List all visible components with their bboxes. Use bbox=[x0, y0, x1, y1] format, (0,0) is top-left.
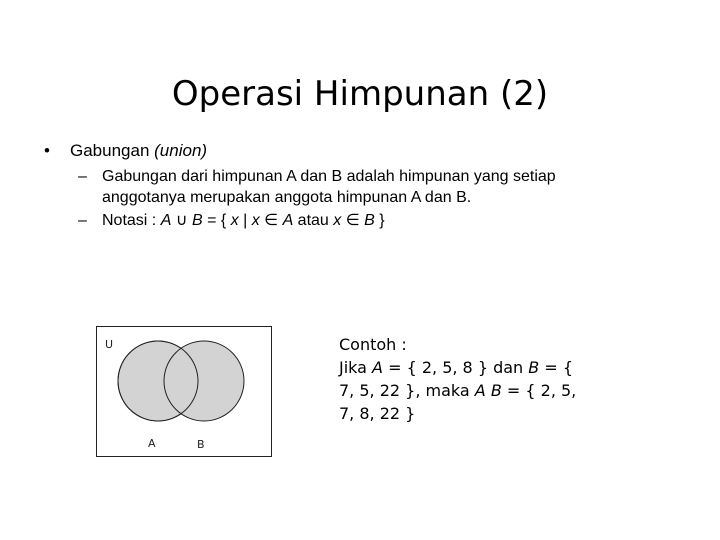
example-set-a-members: = { 2, 5, 8 } dan bbox=[383, 358, 529, 377]
definition-text bbox=[102, 166, 638, 208]
example-line-2 bbox=[339, 356, 639, 379]
definition-line-1: Gabungan dari himpunan A dan B adalah himpunan yang setiap bbox=[102, 168, 556, 185]
notation-dash: – bbox=[78, 212, 87, 229]
example-line-3-head: 7, 5, 22 }, maka bbox=[339, 381, 475, 400]
notation-var-x2: x bbox=[251, 212, 260, 229]
slide-title: Operasi Himpunan (2) bbox=[171, 74, 549, 114]
notation-text bbox=[102, 210, 638, 231]
example-block bbox=[339, 333, 639, 425]
notation-item bbox=[78, 210, 638, 231]
notation-close: } bbox=[374, 212, 385, 229]
example-line-4: 7, 8, 22 } bbox=[339, 404, 416, 423]
notation-bar: | bbox=[238, 212, 252, 229]
venn-label-b: B bbox=[197, 438, 205, 451]
notation-atau: atau bbox=[293, 212, 334, 229]
notation-prefix: Notasi : bbox=[102, 212, 161, 229]
union-sub-list bbox=[78, 166, 638, 233]
example-set-b: B bbox=[528, 358, 540, 377]
notation-element-of-1: ∈ bbox=[259, 212, 283, 229]
venn-circle-b bbox=[164, 341, 244, 421]
notation-element-of-2: ∈ bbox=[341, 212, 365, 229]
definition-dash: – bbox=[78, 168, 87, 185]
example-line-3 bbox=[339, 379, 639, 402]
example-jika: Jika bbox=[339, 358, 373, 377]
venn-universe-label: U bbox=[105, 338, 114, 351]
bullet-union bbox=[44, 140, 207, 162]
bullet-term: Gabungan bbox=[70, 141, 155, 160]
example-line-2-tail: = { bbox=[539, 358, 574, 377]
example-result-b: B bbox=[490, 381, 502, 400]
notation-set-a: A bbox=[160, 212, 172, 229]
union-symbol: ∪ bbox=[175, 212, 188, 229]
venn-svg bbox=[96, 326, 272, 457]
example-line-3-tail: = { 2, 5, bbox=[501, 381, 577, 400]
notation-set-b: B bbox=[191, 212, 203, 229]
bullet-term-english: (union) bbox=[154, 141, 208, 160]
bullet-marker: • bbox=[44, 141, 50, 160]
example-set-a: A bbox=[372, 358, 383, 377]
example-result-a: A bbox=[474, 381, 486, 400]
notation-var-x: x bbox=[230, 212, 239, 229]
definition-line-2: anggotanya merupakan anggota himpunan A dan B. bbox=[102, 189, 472, 206]
notation-var-x3: x bbox=[333, 212, 342, 229]
venn-label-a: A bbox=[148, 437, 156, 450]
definition-item bbox=[78, 166, 638, 208]
example-heading: Contoh : bbox=[339, 335, 407, 354]
venn-diagram bbox=[96, 326, 272, 457]
notation-equals: = { bbox=[202, 212, 231, 229]
notation-set-b2: B bbox=[364, 212, 375, 229]
notation-set-a2: A bbox=[282, 212, 294, 229]
